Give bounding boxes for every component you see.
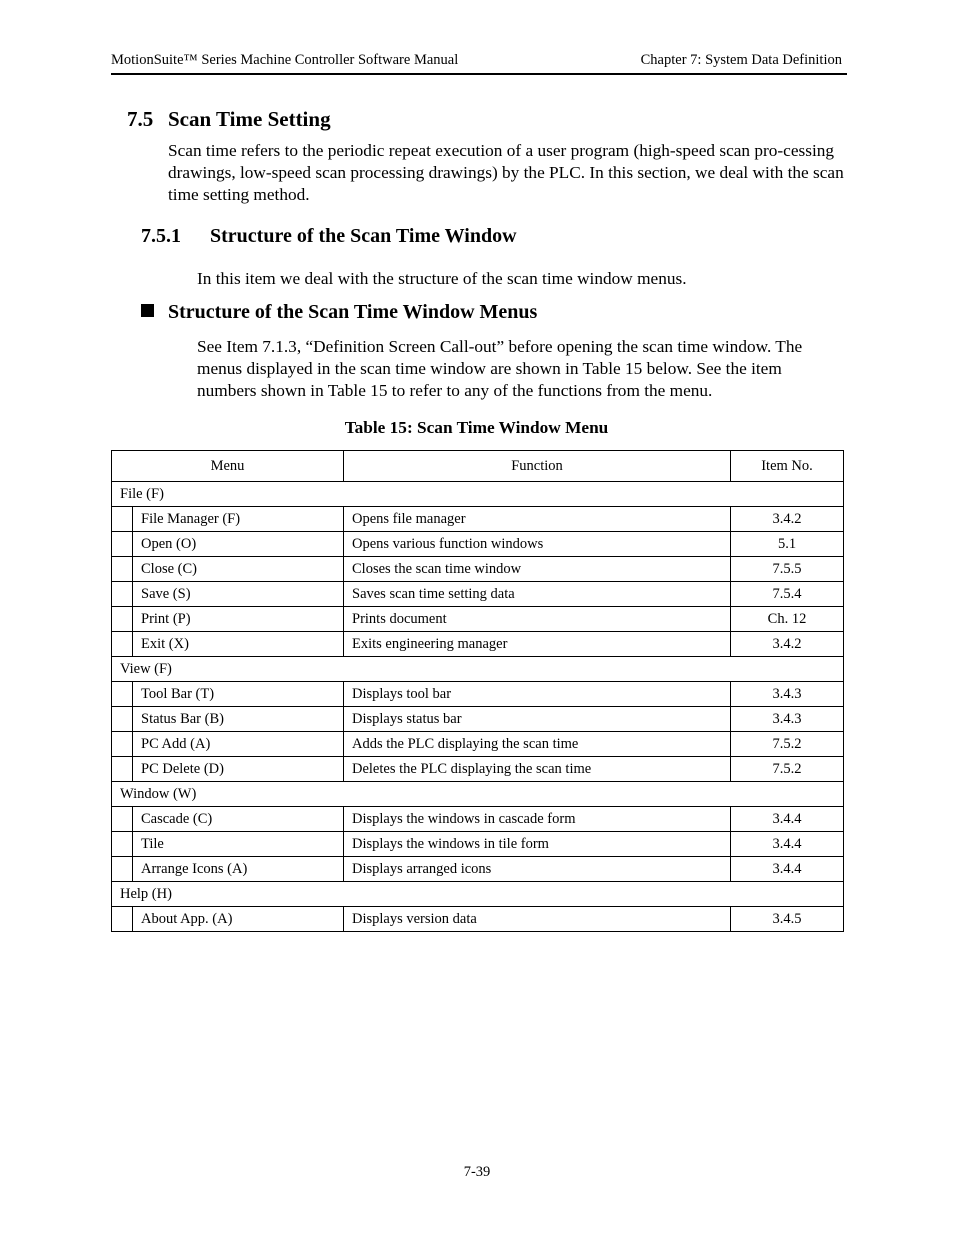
item-no-cell: 5.1 [731, 532, 844, 557]
header-menu: Menu [112, 451, 344, 482]
section-number: 7.5 [127, 107, 154, 131]
menu-item-cell: PC Add (A) [133, 732, 344, 757]
subsection-heading [141, 225, 517, 248]
indent-cell [112, 582, 133, 607]
section-body: Scan time refers to the periodic repeat execution of a user program (high-speed scan pro-cessing drawings, low-speed scan processing drawings) by the PLC. In this section, we deal with the scan time setting method. [168, 141, 844, 204]
indent-cell [112, 807, 133, 832]
function-cell: Prints document [344, 607, 731, 632]
indent-cell [112, 907, 133, 932]
menu-item-cell: PC Delete (D) [133, 757, 344, 782]
menu-item-cell: About App. (A) [133, 907, 344, 932]
function-cell: Opens various function windows [344, 532, 731, 557]
subsection-title: Structure of the Scan Time Window [210, 225, 517, 247]
indent-cell [112, 707, 133, 732]
function-cell: Displays status bar [344, 707, 731, 732]
indent-cell [112, 532, 133, 557]
topic-title: Structure of the Scan Time Window Menus [168, 301, 538, 323]
function-cell: Saves scan time setting data [344, 582, 731, 607]
table-row [112, 607, 844, 632]
indent-cell [112, 557, 133, 582]
menu-group-row [112, 882, 844, 907]
table-row [112, 857, 844, 882]
indent-cell [112, 732, 133, 757]
indent-cell [112, 857, 133, 882]
item-no-cell: 3.4.2 [731, 632, 844, 657]
menu-item-cell: Status Bar (B) [133, 707, 344, 732]
table-caption: Table 15: Scan Time Window Menu [344, 418, 609, 437]
table-row [112, 632, 844, 657]
running-header-title: MotionSuite™ Series Machine Controller Software Manual [111, 52, 459, 68]
table-row [112, 582, 844, 607]
item-no-cell: 7.5.2 [731, 757, 844, 782]
menu-item-cell: Tool Bar (T) [133, 682, 344, 707]
table-row [112, 557, 844, 582]
header-function: Function [344, 451, 731, 482]
menu-item-cell: Close (C) [133, 557, 344, 582]
item-no-cell: 3.4.3 [731, 682, 844, 707]
header-item-no: Item No. [731, 451, 844, 482]
indent-cell [112, 507, 133, 532]
subsection-body: In this item we deal with the structure of the scan time window menus. [197, 269, 687, 288]
function-cell: Displays tool bar [344, 682, 731, 707]
menu-item-cell: Arrange Icons (A) [133, 857, 344, 882]
menu-item-cell: Open (O) [133, 532, 344, 557]
item-no-cell: 7.5.2 [731, 732, 844, 757]
menu-group-row [112, 782, 844, 807]
menu-item-cell: Tile [133, 832, 344, 857]
function-cell: Deletes the PLC displaying the scan time [344, 757, 731, 782]
function-cell: Displays the windows in cascade form [344, 807, 731, 832]
table-row [112, 707, 844, 732]
item-no-cell: 3.4.4 [731, 807, 844, 832]
table-body [112, 451, 844, 932]
section-title: Scan Time Setting [168, 107, 331, 131]
function-cell: Displays arranged icons [344, 857, 731, 882]
table-row [112, 907, 844, 932]
menu-item-cell: Cascade (C) [133, 807, 344, 832]
table-row [112, 532, 844, 557]
menu-item-cell: File Manager (F) [133, 507, 344, 532]
topic-body: See Item 7.1.3, “Definition Screen Call-out” before opening the scan time window. The menus displayed in the scan time window are shown in Table 15 below. See the item numbers shown in Table 15 to refer to any of the functions from the menu. [197, 337, 803, 400]
menu-item-cell: Exit (X) [133, 632, 344, 657]
menu-group-label: File (F) [112, 482, 844, 507]
scan-time-menu-table [111, 450, 844, 932]
item-no-cell: 7.5.5 [731, 557, 844, 582]
page-number: 7-39 [463, 1164, 491, 1180]
indent-cell [112, 607, 133, 632]
table-row [112, 807, 844, 832]
square-bullet-icon [141, 304, 154, 317]
item-no-cell: 3.4.3 [731, 707, 844, 732]
menu-item-cell: Save (S) [133, 582, 344, 607]
menu-group-label: Help (H) [112, 882, 844, 907]
table-row [112, 682, 844, 707]
header-rule [111, 73, 847, 75]
menu-group-row [112, 657, 844, 682]
table-row [112, 832, 844, 857]
topic-heading [141, 301, 537, 324]
function-cell: Closes the scan time window [344, 557, 731, 582]
menu-item-cell: Print (P) [133, 607, 344, 632]
indent-cell [112, 832, 133, 857]
table-row [112, 757, 844, 782]
menu-group-label: Window (W) [112, 782, 844, 807]
menu-group-label: View (F) [112, 657, 844, 682]
menu-group-row [112, 482, 844, 507]
indent-cell [112, 757, 133, 782]
function-cell: Adds the PLC displaying the scan time [344, 732, 731, 757]
table-row [112, 732, 844, 757]
table-header-row [112, 451, 844, 482]
indent-cell [112, 682, 133, 707]
subsection-number: 7.5.1 [141, 225, 181, 247]
function-cell: Opens file manager [344, 507, 731, 532]
running-header-chapter: Chapter 7: System Data Definition [640, 52, 842, 68]
table-row [112, 507, 844, 532]
item-no-cell: Ch. 12 [731, 607, 844, 632]
indent-cell [112, 632, 133, 657]
item-no-cell: 3.4.2 [731, 507, 844, 532]
function-cell: Exits engineering manager [344, 632, 731, 657]
item-no-cell: 7.5.4 [731, 582, 844, 607]
item-no-cell: 3.4.4 [731, 857, 844, 882]
function-cell: Displays version data [344, 907, 731, 932]
function-cell: Displays the windows in tile form [344, 832, 731, 857]
item-no-cell: 3.4.4 [731, 832, 844, 857]
section-heading [127, 107, 331, 132]
item-no-cell: 3.4.5 [731, 907, 844, 932]
